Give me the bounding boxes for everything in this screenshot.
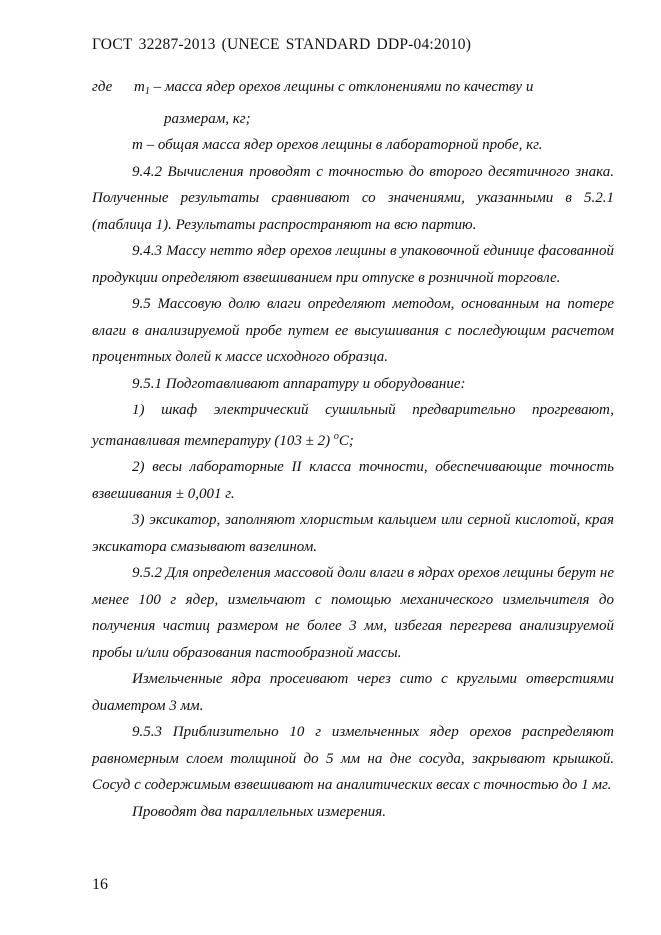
list-item-3: 3) эксикатор, заполняют хлористым кальцием или серной кислотой, края эксикатора смазывают вазелином. <box>92 512 614 555</box>
where-label: где <box>92 79 113 95</box>
m-definition: m – общая масса ядер орехов лещины в лабораторной пробе, кг. <box>132 137 543 153</box>
list-item-1-text: 1) шкаф электрический сушильный предварительно прогревают, устанавливая температуру (103 ± 2) <box>92 402 614 449</box>
page-number: 16 <box>92 876 108 893</box>
paragraph-9-5: 9.5 Массовую долю влаги определяют методом, основанным на потере влаги в анализируемой пробе путем ее высушивания с последующим расчетом процентных долей к массе исходного образца. <box>92 296 614 365</box>
paragraph-parallel-measurements: Проводят два параллельных измерения. <box>132 803 386 820</box>
paragraph-9-5-2: 9.5.2 Для определения массовой доли влаги в ядрах орехов лещины берут не менее 100 г ядер, измельчают с помощью механического измельчителя до получения частиц размером не более 3 мм, избегая перегрева анализируемой пробы и/или образования пастообразной массы. <box>92 565 614 661</box>
paragraph-9-4-3: 9.4.3 Массу нетто ядер орехов лещины в упаковочной единице фасованной продукции определяют взвешиванием при отпуске в розничной торговле. <box>92 243 614 286</box>
degree-superscript: o <box>333 430 339 442</box>
document-body <box>92 74 614 825</box>
m1-text: – масса ядер орехов лещины с отклонениями по качеству и <box>149 79 534 95</box>
list-item-1 <box>92 397 614 454</box>
paragraph-9-4-2: 9.4.2 Вычисления проводят с точностью до второго десятичного знака. Полученные результаты сравнивают со значениями, указанными в 5.2.1 (таблица 1). Результаты распространяют на всю партию. <box>92 163 614 233</box>
paragraph-9-5-3: 9.5.3 Приблизительно 10 г измельченных ядер орехов распределяют равномерным слоем толщиной до 5 мм на дне сосуда, закрывают крышкой. Сосуд с содержимым взвешивают на аналитических весах с точностью до 1 мг. <box>92 724 614 793</box>
paragraph-9-5-1: 9.5.1 Подготавливают аппаратуру и оборудование: <box>132 375 466 392</box>
m1-definition-continuation: размерам, кг; <box>164 110 251 127</box>
list-item-1-unit: С; <box>338 432 354 449</box>
m1-symbol: m <box>134 79 145 95</box>
where-block <box>92 74 614 106</box>
m1-definition <box>134 74 614 106</box>
list-item-2: 2) весы лабораторные II класса точности, обеспечивающие точность взвешивания ± 0,001 г. <box>92 459 614 502</box>
document-header: ГОСТ 32287-2013 (UNECE STANDARD DDP-04:2010) <box>92 36 472 53</box>
m1-subscript: 1 <box>144 86 150 97</box>
paragraph-sieve: Измельченные ядра просеивают через сито с круглыми отверстиями диаметром 3 мм. <box>92 671 614 714</box>
